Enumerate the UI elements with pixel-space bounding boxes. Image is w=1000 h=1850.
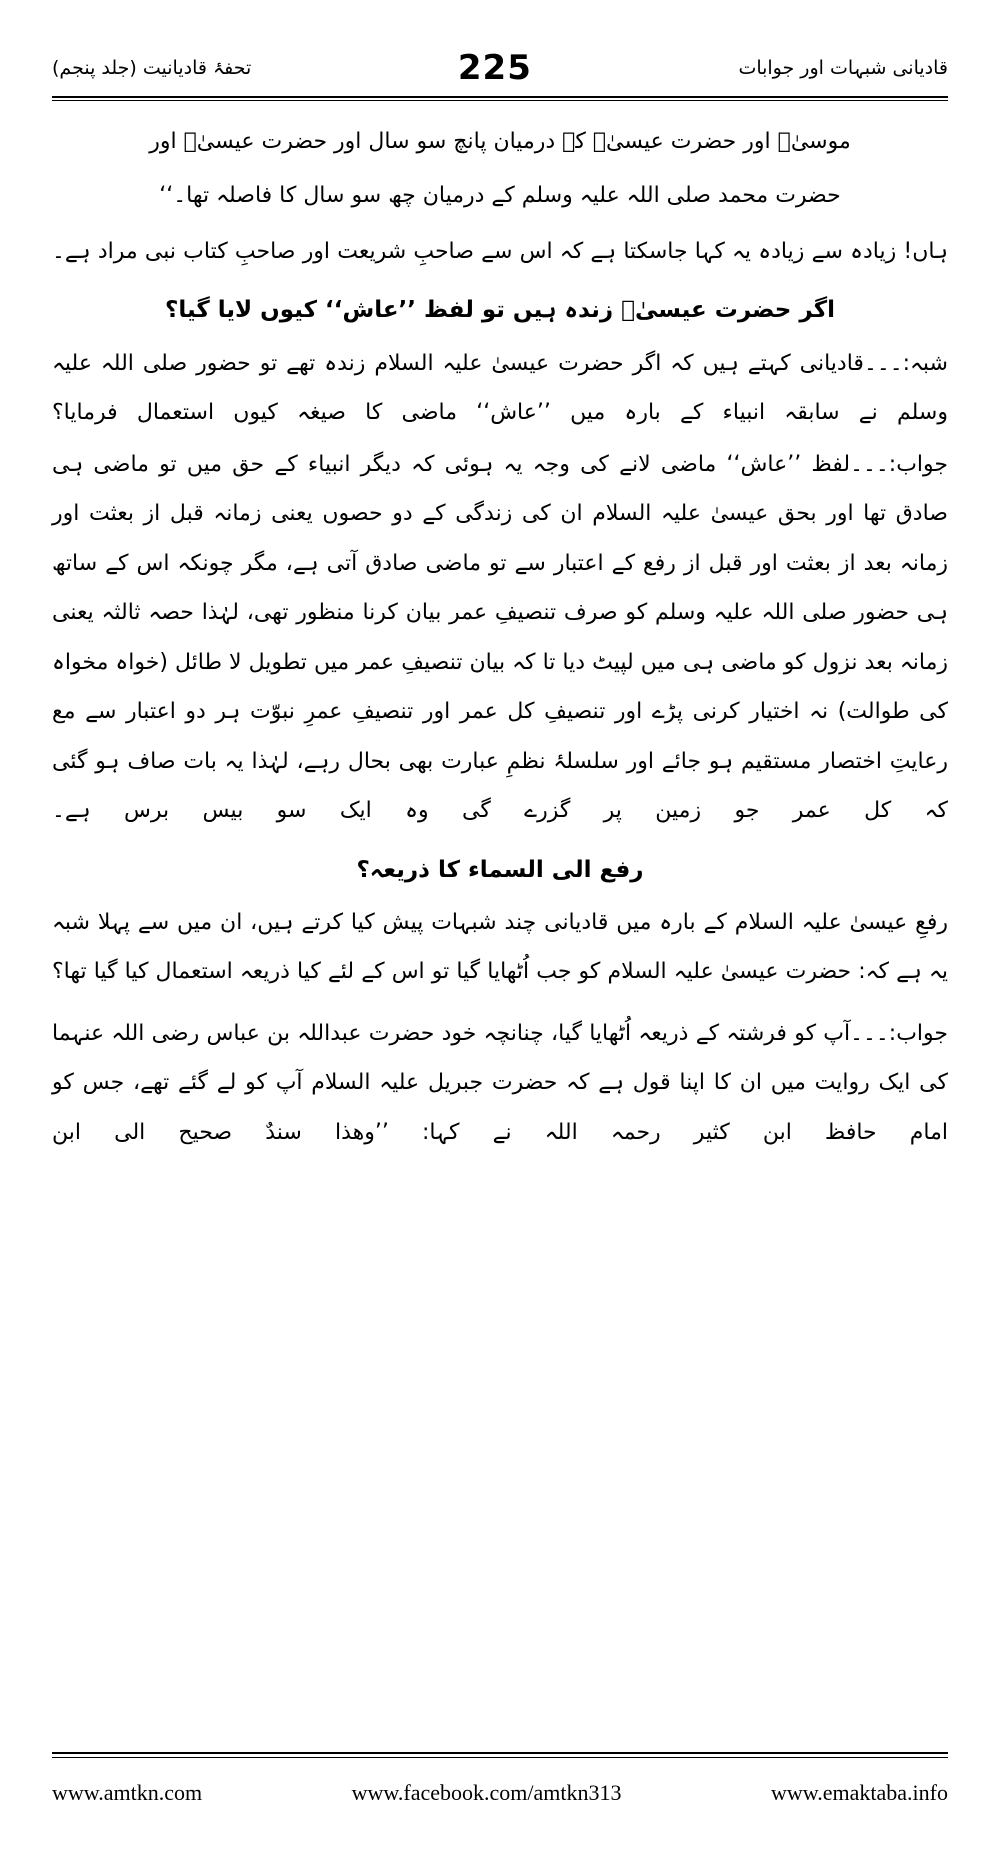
footer-divider-bottom [52,1757,948,1758]
paragraph-4: رفعِ عیسیٰ علیہ السلام کے بارہ میں قادیانی چند شبہات پیش کیا کرتے ہیں، ان میں سے پہلا شبہ یہ ہے کہ: حضرت عیسیٰ علیہ السلام کو جب اُٹھایا گیا تو اس کے لئے کیا ذریعہ استعمال کیا گیا تھا؟ [52,909,948,985]
footer-link-emaktaba[interactable]: www.emaktaba.info [771,1780,948,1805]
section-heading-2: رفع الی السماء کا ذریعہ؟ [356,856,644,883]
page-number: 225 [457,48,532,88]
footer-link-website[interactable]: www.amtkn.com [52,1780,203,1805]
paragraph-1: ہاں! زیادہ سے زیادہ یہ کہا جاسکتا ہے کہ اس سے صاحبِ شریعت اور صاحبِ کتاب نبی مراد ہے۔ [52,238,948,264]
section-heading-1: اگر حضرت عیسیٰؑ زندہ ہیں تو لفظ ’’عاش‘‘ کیوں لایا گیا؟ [165,297,835,324]
footer-link-facebook[interactable]: www.facebook.com/amtkn313 [351,1780,622,1805]
header-divider-bottom [52,100,948,101]
footer-divider-top [52,1752,948,1754]
page-header [52,44,948,92]
header-chapter-title: قادیانی شبہات اور جوابات [738,56,948,79]
paragraph-3: جواب:۔۔۔لفظ ’’عاش‘‘ ماضی لانے کی وجہ یہ ہوئی کہ دیگر انبیاء کے حق میں تو ماضی ہی صادق تھا اور بحق عیسیٰ علیہ السلام ان کی زندگی کے دو حصوں یعنی زمانہ قبل از بعثت اور زمانہ بعد از بعثت اور قبل از رفع کے اعتبار سے تو ماضی صادق آتی ہے، مگر چونکہ اس کے ساتھ ہی حضور صلی اللہ علیہ وسلم کو صرف تنصیفِ عمر بیان کرنا منظور تھی، لہٰذا حصہ ثالثہ یعنی زمانہ بعد نزول کو ماضی ہی میں لپیٹ دیا تا کہ بیان تنصیفِ عمر میں تطویل لا طائل (خواہ مخواہ کی طوالت) نہ اختیار کرنی پڑے اور تنصیفِ کل عمر اور تنصیفِ عمرِ نبوّت ہر دو اعتبار سے مع رعایتِ اختصار مستقیم ہو جائے اور سلسلۂ نظمِ عبارت بھی بحال رہے، لہٰذا یہ بات صاف ہو گئی کہ کل عمر جو زمین پر گزرے گی وہ ایک سو بیس برس ہے۔ [52,451,948,824]
quote-line-1: موسیٰؑ اور حضرت عیسیٰؑ کے درمیان پانچ سو سال اور حضرت عیسیٰؑ اور [149,129,851,154]
quote-line-2: حضرت محمد صلی اللہ علیہ وسلم کے درمیان چھ سو سال کا فاصلہ تھا۔‘‘ [159,183,841,209]
page-body [52,118,948,1730]
paragraph-spacer [52,999,948,1009]
paragraph-5: جواب:۔۔۔آپ کو فرشتہ کے ذریعہ اُٹھایا گیا، چنانچہ خود حضرت عبداللہ بن عباس رضی اللہ عنہما کی ایک روایت میں ان کا اپنا قول ہے کہ حضرت جبریل علیہ السلام آپ کو لے گئے تھے، جس کو امام حافظ ابن کثیر رحمہ اللہ نے کہا: ’’وھذا سندٌ صحیح الی ابن [52,1020,948,1145]
header-book-title: تحفۂ قادیانیت (جلد پنجم) [52,56,252,79]
header-divider-top [52,96,948,98]
page-footer [52,1780,948,1806]
paragraph-2: شبہ:۔۔۔قادیانی کہتے ہیں کہ اگر حضرت عیسیٰ علیہ السلام زندہ تھے تو حضور صلی اللہ علیہ وسلم نے سابقہ انبیاء کے بارہ میں ’’عاش‘‘ ماضی کا صیغہ کیوں استعمال فرمایا؟ [52,350,948,426]
